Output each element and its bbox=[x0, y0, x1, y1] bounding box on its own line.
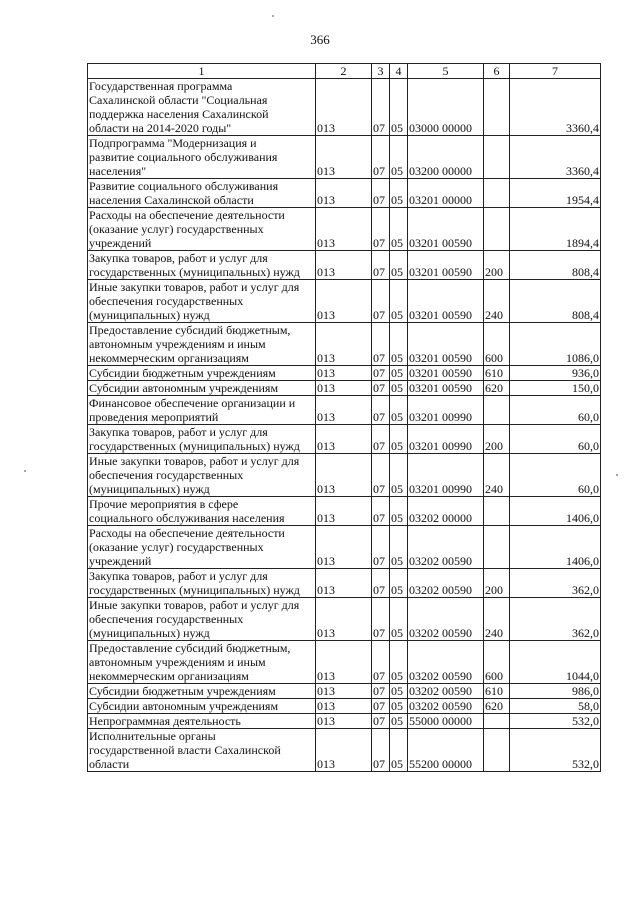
amount-cell: 1954,4 bbox=[510, 179, 601, 208]
header-cell-4: 4 bbox=[390, 64, 408, 79]
subsection-code-cell: 05 bbox=[390, 136, 408, 179]
expense-name-cell: Развитие социального обслуживания населения Сахалинской области bbox=[88, 179, 316, 208]
expense-type-cell: 200 bbox=[484, 251, 510, 280]
subsection-code-cell: 05 bbox=[390, 381, 408, 396]
section-code-cell: 07 bbox=[372, 179, 390, 208]
expense-type-cell bbox=[484, 179, 510, 208]
header-cell-6: 6 bbox=[484, 64, 510, 79]
target-article-cell: 03200 00000 bbox=[408, 136, 484, 179]
ministry-code-cell: 013 bbox=[316, 323, 372, 366]
ministry-code-cell: 013 bbox=[316, 684, 372, 699]
ministry-code-cell: 013 bbox=[316, 641, 372, 684]
expense-type-cell: 610 bbox=[484, 684, 510, 699]
target-article-cell: 03000 00000 bbox=[408, 79, 484, 136]
expense-type-cell: 200 bbox=[484, 569, 510, 598]
subsection-code-cell: 05 bbox=[390, 425, 408, 454]
target-article-cell: 03201 00590 bbox=[408, 280, 484, 323]
table-body bbox=[88, 79, 601, 772]
expense-type-cell: 240 bbox=[484, 454, 510, 497]
section-code-cell: 07 bbox=[372, 497, 390, 526]
expense-type-cell: 240 bbox=[484, 598, 510, 641]
ministry-code-cell: 013 bbox=[316, 699, 372, 714]
subsection-code-cell: 05 bbox=[390, 714, 408, 729]
expense-name-cell: Расходы на обеспечение деятельности (оказание услуг) государственных учреждений bbox=[88, 208, 316, 251]
table-row bbox=[88, 251, 601, 280]
header-cell-7: 7 bbox=[510, 64, 601, 79]
expense-type-cell bbox=[484, 208, 510, 251]
amount-cell: 1406,0 bbox=[510, 526, 601, 569]
target-article-cell: 03202 00590 bbox=[408, 684, 484, 699]
ministry-code-cell: 013 bbox=[316, 454, 372, 497]
amount-cell: 1894,4 bbox=[510, 208, 601, 251]
expense-name-cell: Закупка товаров, работ и услуг для государственных (муниципальных) нужд bbox=[88, 569, 316, 598]
table-row bbox=[88, 526, 601, 569]
target-article-cell: 03201 00990 bbox=[408, 454, 484, 497]
subsection-code-cell: 05 bbox=[390, 641, 408, 684]
section-code-cell: 07 bbox=[372, 280, 390, 323]
expense-type-cell bbox=[484, 497, 510, 526]
subsection-code-cell: 05 bbox=[390, 179, 408, 208]
amount-cell: 532,0 bbox=[510, 714, 601, 729]
target-article-cell: 03201 00590 bbox=[408, 251, 484, 280]
subsection-code-cell: 05 bbox=[390, 497, 408, 526]
ministry-code-cell: 013 bbox=[316, 425, 372, 454]
target-article-cell: 55000 00000 bbox=[408, 714, 484, 729]
expense-name-cell: Субсидии бюджетным учреждениям bbox=[88, 684, 316, 699]
target-article-cell: 03202 00000 bbox=[408, 497, 484, 526]
expense-name-cell: Субсидии автономным учреждениям bbox=[88, 381, 316, 396]
section-code-cell: 07 bbox=[372, 79, 390, 136]
ministry-code-cell: 013 bbox=[316, 208, 372, 251]
subsection-code-cell: 05 bbox=[390, 699, 408, 714]
subsection-code-cell: 05 bbox=[390, 684, 408, 699]
section-code-cell: 07 bbox=[372, 323, 390, 366]
table-row bbox=[88, 366, 601, 381]
amount-cell: 1044,0 bbox=[510, 641, 601, 684]
target-article-cell: 03201 00990 bbox=[408, 396, 484, 425]
ministry-code-cell: 013 bbox=[316, 79, 372, 136]
ministry-code-cell: 013 bbox=[316, 280, 372, 323]
header-cell-3: 3 bbox=[372, 64, 390, 79]
expense-name-cell: Непрограммная деятельность bbox=[88, 714, 316, 729]
expense-name-cell: Иные закупки товаров, работ и услуг для обеспечения государственных (муниципальных) нужд bbox=[88, 280, 316, 323]
section-code-cell: 07 bbox=[372, 569, 390, 598]
expense-name-cell: Государственная программа Сахалинской области "Социальная поддержка населения Сахалинской области на 2014-2020 годы" bbox=[88, 79, 316, 136]
section-code-cell: 07 bbox=[372, 136, 390, 179]
section-code-cell: 07 bbox=[372, 366, 390, 381]
table-row bbox=[88, 396, 601, 425]
amount-cell: 808,4 bbox=[510, 280, 601, 323]
section-code-cell: 07 bbox=[372, 396, 390, 425]
subsection-code-cell: 05 bbox=[390, 598, 408, 641]
subsection-code-cell: 05 bbox=[390, 526, 408, 569]
header-cell-5: 5 bbox=[408, 64, 484, 79]
table-row bbox=[88, 323, 601, 366]
expense-type-cell: 610 bbox=[484, 366, 510, 381]
ministry-code-cell: 013 bbox=[316, 526, 372, 569]
target-article-cell: 03202 00590 bbox=[408, 598, 484, 641]
scan-speck bbox=[616, 474, 618, 476]
ministry-code-cell: 013 bbox=[316, 598, 372, 641]
target-article-cell: 03201 00000 bbox=[408, 179, 484, 208]
target-article-cell: 03201 00590 bbox=[408, 208, 484, 251]
expense-name-cell: Закупка товаров, работ и услуг для государственных (муниципальных) нужд bbox=[88, 251, 316, 280]
header-cell-1: 1 bbox=[88, 64, 316, 79]
expense-type-cell: 600 bbox=[484, 323, 510, 366]
subsection-code-cell: 05 bbox=[390, 251, 408, 280]
budget-table bbox=[87, 63, 601, 772]
section-code-cell: 07 bbox=[372, 641, 390, 684]
page-number: 366 bbox=[310, 32, 330, 47]
expense-name-cell: Субсидии бюджетным учреждениям bbox=[88, 366, 316, 381]
table-row bbox=[88, 569, 601, 598]
table-row bbox=[88, 598, 601, 641]
amount-cell: 60,0 bbox=[510, 425, 601, 454]
subsection-code-cell: 05 bbox=[390, 366, 408, 381]
amount-cell: 362,0 bbox=[510, 598, 601, 641]
expense-type-cell: 620 bbox=[484, 699, 510, 714]
scan-speck bbox=[24, 470, 26, 472]
expense-type-cell: 600 bbox=[484, 641, 510, 684]
table-row bbox=[88, 699, 601, 714]
amount-cell: 986,0 bbox=[510, 684, 601, 699]
amount-cell: 58,0 bbox=[510, 699, 601, 714]
section-code-cell: 07 bbox=[372, 425, 390, 454]
subsection-code-cell: 05 bbox=[390, 280, 408, 323]
expense-name-cell: Расходы на обеспечение деятельности (оказание услуг) государственных учреждений bbox=[88, 526, 316, 569]
table-row bbox=[88, 79, 601, 136]
subsection-code-cell: 05 bbox=[390, 729, 408, 772]
section-code-cell: 07 bbox=[372, 729, 390, 772]
expense-name-cell: Подпрограмма "Модернизация и развитие социального обслуживания населения" bbox=[88, 136, 316, 179]
expense-name-cell: Исполнительные органы государственной власти Сахалинской области bbox=[88, 729, 316, 772]
amount-cell: 936,0 bbox=[510, 366, 601, 381]
target-article-cell: 03201 00590 bbox=[408, 366, 484, 381]
header-row bbox=[88, 64, 601, 79]
section-code-cell: 07 bbox=[372, 208, 390, 251]
table-row bbox=[88, 208, 601, 251]
expense-name-cell: Предоставление субсидий бюджетным, автономным учреждениям и иным некоммерческим организациям bbox=[88, 323, 316, 366]
section-code-cell: 07 bbox=[372, 251, 390, 280]
expense-type-cell: 620 bbox=[484, 381, 510, 396]
ministry-code-cell: 013 bbox=[316, 381, 372, 396]
amount-cell: 150,0 bbox=[510, 381, 601, 396]
table-row bbox=[88, 454, 601, 497]
ministry-code-cell: 013 bbox=[316, 714, 372, 729]
expense-type-cell: 200 bbox=[484, 425, 510, 454]
table-row bbox=[88, 280, 601, 323]
expense-name-cell: Прочие мероприятия в сфере социального обслуживания населения bbox=[88, 497, 316, 526]
section-code-cell: 07 bbox=[372, 454, 390, 497]
subsection-code-cell: 05 bbox=[390, 396, 408, 425]
section-code-cell: 07 bbox=[372, 598, 390, 641]
ministry-code-cell: 013 bbox=[316, 396, 372, 425]
amount-cell: 1406,0 bbox=[510, 497, 601, 526]
amount-cell: 3360,4 bbox=[510, 136, 601, 179]
ministry-code-cell: 013 bbox=[316, 136, 372, 179]
amount-cell: 1086,0 bbox=[510, 323, 601, 366]
subsection-code-cell: 05 bbox=[390, 454, 408, 497]
scan-speck bbox=[272, 15, 274, 17]
section-code-cell: 07 bbox=[372, 684, 390, 699]
expense-type-cell bbox=[484, 714, 510, 729]
amount-cell: 60,0 bbox=[510, 454, 601, 497]
expense-type-cell bbox=[484, 136, 510, 179]
target-article-cell: 03201 00590 bbox=[408, 381, 484, 396]
ministry-code-cell: 013 bbox=[316, 497, 372, 526]
expense-type-cell bbox=[484, 729, 510, 772]
section-code-cell: 07 bbox=[372, 381, 390, 396]
table-row bbox=[88, 179, 601, 208]
expense-name-cell: Иные закупки товаров, работ и услуг для обеспечения государственных (муниципальных) нужд bbox=[88, 454, 316, 497]
target-article-cell: 03202 00590 bbox=[408, 569, 484, 598]
target-article-cell: 03201 00590 bbox=[408, 323, 484, 366]
expense-name-cell: Иные закупки товаров, работ и услуг для обеспечения государственных (муниципальных) нужд bbox=[88, 598, 316, 641]
subsection-code-cell: 05 bbox=[390, 79, 408, 136]
expense-type-cell bbox=[484, 526, 510, 569]
amount-cell: 60,0 bbox=[510, 396, 601, 425]
target-article-cell: 03202 00590 bbox=[408, 641, 484, 684]
ministry-code-cell: 013 bbox=[316, 179, 372, 208]
expense-name-cell: Субсидии автономным учреждениям bbox=[88, 699, 316, 714]
ministry-code-cell: 013 bbox=[316, 729, 372, 772]
ministry-code-cell: 013 bbox=[316, 251, 372, 280]
ministry-code-cell: 013 bbox=[316, 569, 372, 598]
amount-cell: 3360,4 bbox=[510, 79, 601, 136]
table-row bbox=[88, 497, 601, 526]
expense-type-cell bbox=[484, 79, 510, 136]
table-row bbox=[88, 136, 601, 179]
table-row bbox=[88, 381, 601, 396]
subsection-code-cell: 05 bbox=[390, 323, 408, 366]
header-cell-2: 2 bbox=[316, 64, 372, 79]
section-code-cell: 07 bbox=[372, 526, 390, 569]
expense-name-cell: Предоставление субсидий бюджетным, автономным учреждениям и иным некоммерческим организациям bbox=[88, 641, 316, 684]
section-code-cell: 07 bbox=[372, 714, 390, 729]
target-article-cell: 03201 00990 bbox=[408, 425, 484, 454]
ministry-code-cell: 013 bbox=[316, 366, 372, 381]
target-article-cell: 55200 00000 bbox=[408, 729, 484, 772]
expense-name-cell: Закупка товаров, работ и услуг для государственных (муниципальных) нужд bbox=[88, 425, 316, 454]
amount-cell: 808,4 bbox=[510, 251, 601, 280]
table-row bbox=[88, 684, 601, 699]
expense-type-cell: 240 bbox=[484, 280, 510, 323]
subsection-code-cell: 05 bbox=[390, 208, 408, 251]
amount-cell: 532,0 bbox=[510, 729, 601, 772]
table-row bbox=[88, 729, 601, 772]
target-article-cell: 03202 00590 bbox=[408, 526, 484, 569]
subsection-code-cell: 05 bbox=[390, 569, 408, 598]
target-article-cell: 03202 00590 bbox=[408, 699, 484, 714]
section-code-cell: 07 bbox=[372, 699, 390, 714]
table-row bbox=[88, 641, 601, 684]
table-row bbox=[88, 425, 601, 454]
table-row bbox=[88, 714, 601, 729]
expense-type-cell bbox=[484, 396, 510, 425]
amount-cell: 362,0 bbox=[510, 569, 601, 598]
expense-name-cell: Финансовое обеспечение организации и проведения мероприятий bbox=[88, 396, 316, 425]
